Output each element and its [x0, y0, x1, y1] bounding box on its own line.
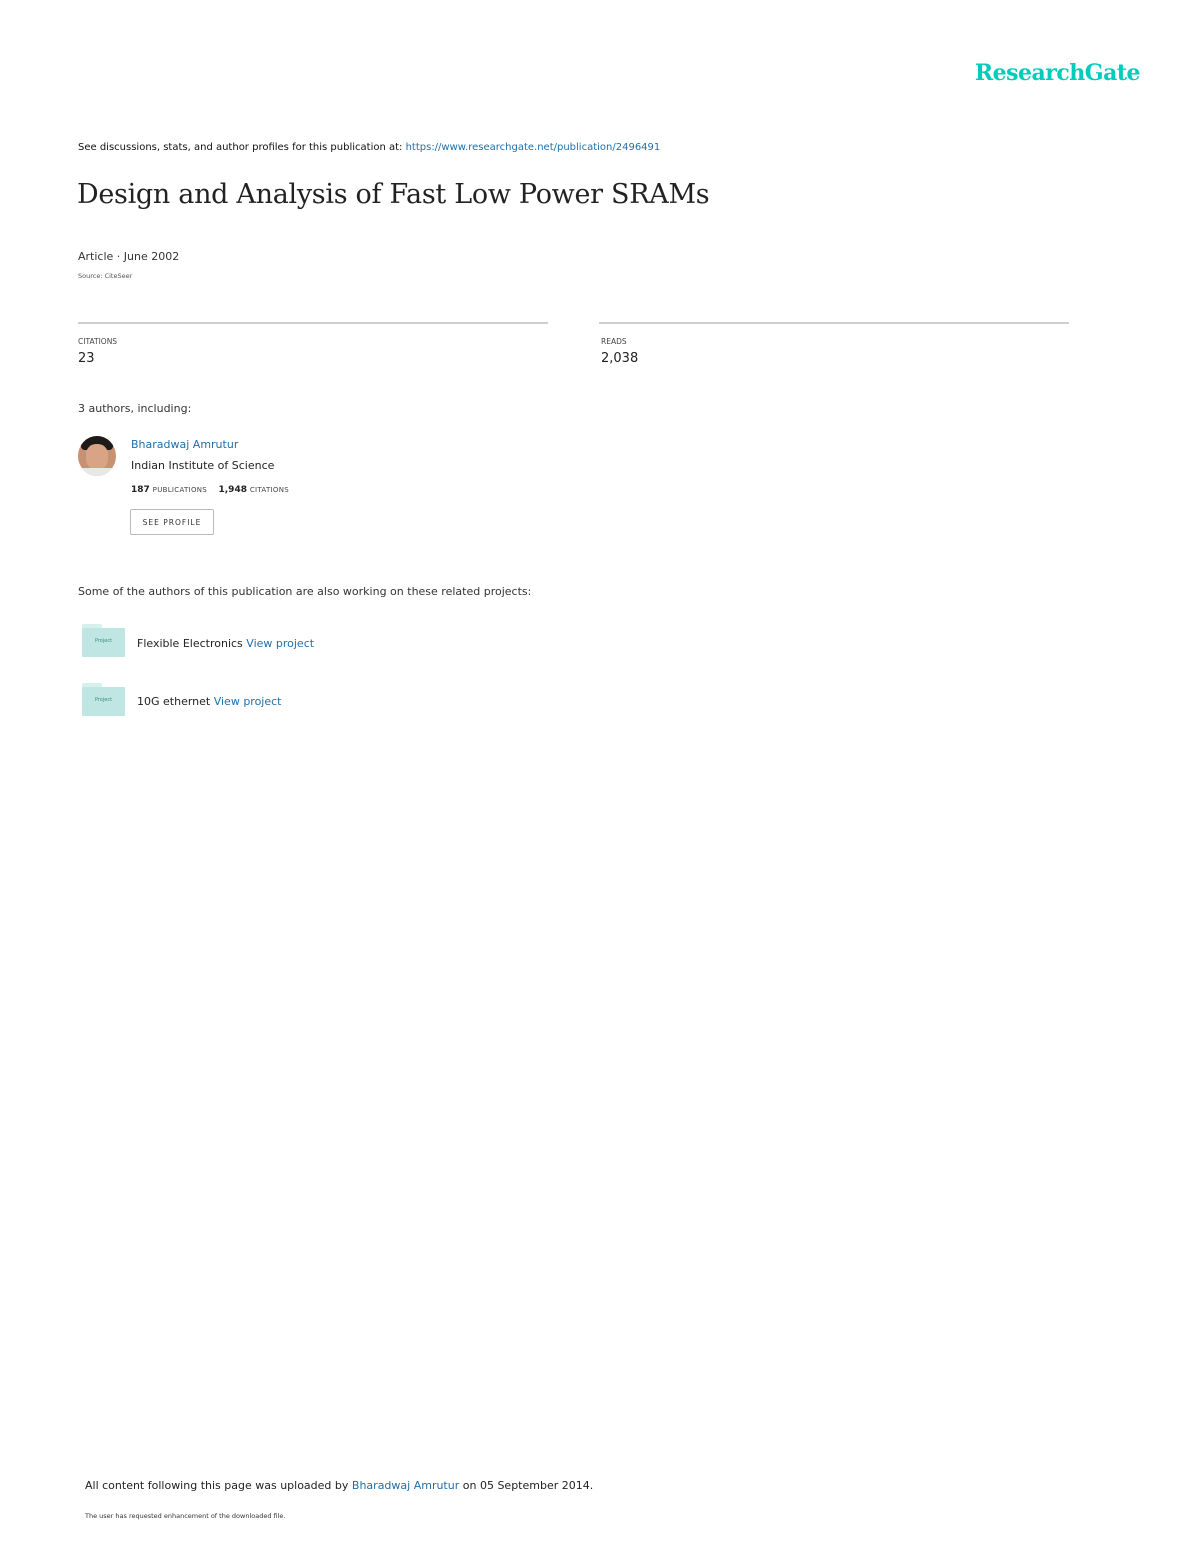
project-folder-icon	[82, 683, 125, 716]
see-discussions-text: See discussions, stats, and author profiles for this publication at:	[78, 142, 406, 153]
uploaded-note	[85, 1479, 593, 1492]
citations-value: 23	[78, 351, 95, 366]
citations-label: CITATIONS	[78, 337, 118, 346]
project-name: 10G ethernet	[137, 695, 211, 708]
reads-divider	[599, 322, 1069, 324]
project-folder-icon	[82, 624, 125, 657]
see-discussions-line	[78, 142, 660, 153]
author-publications-count: 187	[131, 485, 150, 495]
view-project-link[interactable]: View project	[213, 695, 282, 708]
publication-source: Source: CiteSeer	[78, 272, 133, 280]
author-avatar[interactable]	[78, 436, 116, 476]
author-name-link[interactable]: Bharadwaj Amrutur	[131, 438, 239, 451]
reads-value: 2,038	[601, 351, 639, 366]
view-project-link[interactable]: View project	[246, 637, 315, 650]
project-item	[137, 637, 314, 650]
author-stats	[131, 485, 289, 495]
project-item	[137, 695, 282, 708]
author-citations-label: CITATIONS	[249, 486, 290, 494]
project-icon-label: Project	[94, 638, 113, 644]
uploaded-prefix: All content following this page was uploaded by	[85, 1479, 352, 1492]
project-icon-label: Project	[94, 697, 113, 703]
see-profile-button[interactable]: SEE PROFILE	[130, 509, 214, 535]
project-name: Flexible Electronics	[137, 637, 243, 650]
uploader-name-link[interactable]: Bharadwaj Amrutur	[351, 1479, 460, 1492]
enhancement-footnote: The user has requested enhancement of the downloaded file.	[85, 1512, 286, 1520]
author-publications-label: PUBLICATIONS	[152, 486, 208, 494]
publication-url-link[interactable]: https://www.researchgate.net/publication/2496491	[405, 142, 661, 153]
author-citations-count: 1,948	[218, 485, 247, 495]
projects-heading: Some of the authors of this publication are also working on these related projects:	[78, 585, 532, 598]
publication-meta: Article · June 2002	[78, 250, 180, 263]
author-institution: Indian Institute of Science	[131, 459, 275, 472]
citations-divider	[78, 322, 548, 324]
reads-label: READS	[601, 337, 627, 346]
researchgate-logo[interactable]: ResearchGate	[974, 60, 1140, 86]
publication-title: Design and Analysis of Fast Low Power SRAMs	[77, 179, 710, 210]
authors-heading: 3 authors, including:	[78, 402, 192, 415]
uploaded-suffix: on 05 September 2014.	[459, 1479, 594, 1492]
